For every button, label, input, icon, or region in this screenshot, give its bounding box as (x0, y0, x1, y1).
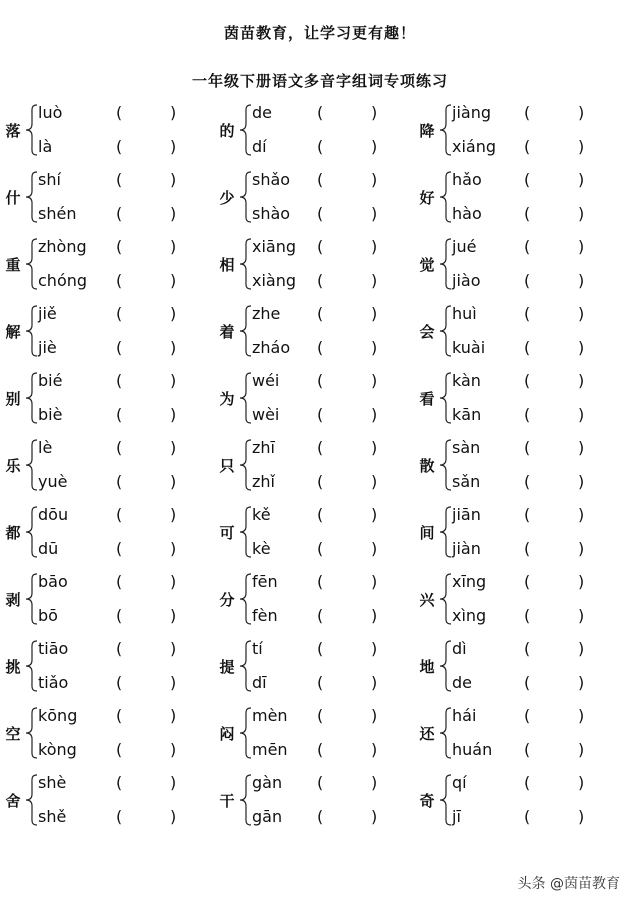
pinyin-reading: kè (252, 539, 271, 558)
answer-paren-open: ( (524, 773, 531, 792)
pinyin-reading: bō (38, 606, 58, 625)
answer-paren-close: ) (170, 338, 177, 357)
answer-paren-close: ) (170, 204, 177, 223)
polyphonic-character: 会 (419, 323, 435, 341)
exercise-entry (214, 97, 414, 164)
polyphonic-character: 别 (5, 390, 21, 408)
answer-paren-open: ( (524, 807, 531, 826)
pinyin-reading: xiáng (452, 137, 497, 156)
answer-paren-close: ) (578, 438, 585, 457)
pinyin-reading: yuè (38, 472, 68, 491)
pinyin-reading: xiàng (252, 271, 297, 290)
answer-paren-open: ( (116, 673, 123, 692)
answer-paren-close: ) (578, 807, 585, 826)
answer-paren-close: ) (170, 572, 177, 591)
pinyin-reading: dōu (38, 505, 69, 524)
answer-paren-open: ( (116, 405, 123, 424)
answer-paren-open: ( (116, 740, 123, 759)
answer-paren-open: ( (116, 505, 123, 524)
answer-paren-open: ( (524, 338, 531, 357)
answer-paren-open: ( (116, 606, 123, 625)
pinyin-reading: là (38, 137, 53, 156)
pinyin-reading: kòng (38, 740, 77, 759)
exercise-entry (214, 164, 414, 231)
answer-paren-open: ( (524, 371, 531, 390)
answer-paren-open: ( (524, 539, 531, 558)
exercise-entry (214, 432, 414, 499)
answer-paren-open: ( (317, 505, 324, 524)
answer-paren-close: ) (578, 606, 585, 625)
pinyin-reading: sǎn (452, 472, 481, 491)
exercise-entry (214, 633, 414, 700)
exercise-entry (214, 499, 414, 566)
pinyin-reading: fēn (252, 572, 278, 591)
answer-paren-close: ) (371, 773, 378, 792)
exercise-grid (0, 97, 640, 834)
answer-paren-close: ) (170, 103, 177, 122)
answer-paren-open: ( (116, 170, 123, 189)
pinyin-reading: tí (252, 639, 263, 658)
exercise-entry (214, 566, 414, 633)
exercise-entry (414, 298, 640, 365)
pinyin-reading: dū (38, 539, 59, 558)
answer-paren-close: ) (371, 673, 378, 692)
answer-paren-close: ) (371, 237, 378, 256)
pinyin-reading: hào (452, 204, 482, 223)
pinyin-reading: dì (452, 639, 467, 658)
pinyin-reading: jué (452, 237, 477, 256)
exercise-entry (414, 231, 640, 298)
polyphonic-character: 散 (419, 457, 435, 475)
pinyin-reading: shí (38, 170, 61, 189)
polyphonic-character: 的 (219, 122, 235, 140)
pinyin-reading: biè (38, 405, 63, 424)
pinyin-reading: hǎo (452, 170, 482, 189)
answer-paren-open: ( (116, 338, 123, 357)
answer-paren-open: ( (317, 338, 324, 357)
answer-paren-close: ) (371, 740, 378, 759)
pinyin-reading: kàn (452, 371, 481, 390)
polyphonic-character: 重 (5, 256, 21, 274)
worksheet-title: 一年级下册语文多音字组词专项练习 (191, 72, 448, 90)
pinyin-reading: bāo (38, 572, 68, 591)
exercise-entry (414, 432, 640, 499)
pinyin-reading: kě (252, 505, 271, 524)
pinyin-reading: hái (452, 706, 477, 725)
answer-paren-open: ( (116, 706, 123, 725)
polyphonic-character: 解 (5, 323, 21, 341)
answer-paren-open: ( (317, 639, 324, 658)
answer-paren-open: ( (317, 606, 324, 625)
pinyin-reading: shě (38, 807, 67, 826)
answer-paren-close: ) (371, 338, 378, 357)
answer-paren-open: ( (524, 673, 531, 692)
answer-paren-open: ( (116, 237, 123, 256)
pinyin-reading: xīng (452, 572, 487, 591)
pinyin-reading: shè (38, 773, 67, 792)
polyphonic-character: 落 (5, 122, 21, 140)
answer-paren-close: ) (170, 807, 177, 826)
pinyin-reading: dī (252, 673, 267, 692)
answer-paren-open: ( (116, 472, 123, 491)
exercise-entry (214, 231, 414, 298)
answer-paren-close: ) (578, 673, 585, 692)
exercise-entry (414, 499, 640, 566)
answer-paren-open: ( (524, 505, 531, 524)
answer-paren-open: ( (524, 639, 531, 658)
answer-paren-close: ) (578, 338, 585, 357)
polyphonic-character: 相 (219, 256, 235, 274)
pinyin-reading: zhe (252, 304, 281, 323)
answer-paren-open: ( (317, 170, 324, 189)
answer-paren-open: ( (317, 740, 324, 759)
polyphonic-character: 着 (219, 323, 235, 341)
answer-paren-close: ) (371, 271, 378, 290)
polyphonic-character: 闷 (219, 725, 235, 743)
pinyin-reading: jī (452, 807, 461, 826)
answer-paren-open: ( (524, 572, 531, 591)
polyphonic-character: 空 (5, 725, 21, 743)
polyphonic-character: 舍 (5, 792, 21, 810)
answer-paren-close: ) (578, 304, 585, 323)
answer-paren-close: ) (578, 137, 585, 156)
answer-paren-open: ( (317, 706, 324, 725)
polyphonic-character: 看 (419, 390, 435, 408)
exercise-entry (214, 767, 414, 834)
exercise-entry (414, 365, 640, 432)
answer-paren-close: ) (170, 271, 177, 290)
answer-paren-open: ( (524, 271, 531, 290)
exercise-entry (0, 700, 214, 767)
answer-paren-close: ) (170, 673, 177, 692)
answer-paren-close: ) (170, 606, 177, 625)
answer-paren-open: ( (116, 807, 123, 826)
answer-paren-open: ( (116, 204, 123, 223)
answer-paren-close: ) (170, 371, 177, 390)
pinyin-reading: luò (38, 103, 63, 122)
pinyin-reading: wéi (252, 371, 280, 390)
answer-paren-close: ) (170, 304, 177, 323)
answer-paren-open: ( (524, 170, 531, 189)
answer-paren-close: ) (578, 271, 585, 290)
answer-paren-open: ( (524, 740, 531, 759)
pinyin-reading: gàn (252, 773, 283, 792)
answer-paren-open: ( (317, 137, 324, 156)
answer-paren-close: ) (578, 639, 585, 658)
polyphonic-character: 什 (5, 189, 21, 207)
answer-paren-close: ) (170, 137, 177, 156)
exercise-entry (414, 566, 640, 633)
answer-paren-open: ( (524, 304, 531, 323)
polyphonic-character: 降 (419, 122, 435, 140)
answer-paren-open: ( (116, 304, 123, 323)
pinyin-reading: tiāo (38, 639, 69, 658)
pinyin-reading: huán (452, 740, 493, 759)
answer-paren-close: ) (578, 572, 585, 591)
polyphonic-character: 剥 (5, 591, 21, 609)
polyphonic-character: 还 (419, 725, 435, 743)
answer-paren-close: ) (371, 170, 378, 189)
answer-paren-open: ( (116, 271, 123, 290)
answer-paren-close: ) (371, 807, 378, 826)
answer-paren-open: ( (317, 539, 324, 558)
answer-paren-close: ) (170, 170, 177, 189)
answer-paren-close: ) (371, 304, 378, 323)
pinyin-reading: shào (252, 204, 291, 223)
answer-paren-close: ) (578, 539, 585, 558)
polyphonic-character: 少 (219, 189, 235, 207)
answer-paren-close: ) (371, 204, 378, 223)
answer-paren-close: ) (170, 773, 177, 792)
answer-paren-open: ( (524, 103, 531, 122)
answer-paren-close: ) (371, 103, 378, 122)
pinyin-reading: jiào (452, 271, 481, 290)
pinyin-reading: mēn (252, 740, 288, 759)
exercise-entry (414, 97, 640, 164)
answer-paren-open: ( (317, 673, 324, 692)
pinyin-reading: jiān (452, 505, 481, 524)
answer-paren-open: ( (524, 405, 531, 424)
exercise-entry (0, 97, 214, 164)
answer-paren-close: ) (371, 572, 378, 591)
polyphonic-character: 乐 (5, 457, 21, 475)
pinyin-reading: qí (452, 773, 467, 792)
pinyin-reading: xìng (452, 606, 487, 625)
answer-paren-open: ( (317, 405, 324, 424)
answer-paren-open: ( (524, 438, 531, 457)
answer-paren-close: ) (578, 505, 585, 524)
answer-paren-open: ( (116, 371, 123, 390)
polyphonic-character: 挑 (5, 658, 21, 676)
answer-paren-close: ) (578, 204, 585, 223)
answer-paren-close: ) (371, 606, 378, 625)
page-header: 茵苗教育，让学习更有趣！ (223, 24, 416, 42)
polyphonic-character: 间 (419, 524, 435, 542)
answer-paren-open: ( (317, 237, 324, 256)
exercise-entry (214, 365, 414, 432)
pinyin-reading: xiāng (252, 237, 297, 256)
exercise-entry (0, 633, 214, 700)
exercise-entry (214, 700, 414, 767)
answer-paren-open: ( (317, 472, 324, 491)
answer-paren-open: ( (317, 271, 324, 290)
answer-paren-close: ) (371, 472, 378, 491)
answer-paren-open: ( (524, 204, 531, 223)
answer-paren-open: ( (317, 807, 324, 826)
polyphonic-character: 地 (419, 658, 435, 676)
answer-paren-close: ) (371, 137, 378, 156)
pinyin-reading: zhǐ (252, 472, 275, 491)
answer-paren-close: ) (371, 639, 378, 658)
pinyin-reading: jiàn (452, 539, 481, 558)
pinyin-reading: shén (38, 204, 77, 223)
pinyin-reading: zhòng (38, 237, 87, 256)
pinyin-reading: tiǎo (38, 673, 69, 692)
pinyin-reading: shǎo (252, 170, 291, 189)
exercise-entry (0, 298, 214, 365)
answer-paren-open: ( (116, 438, 123, 457)
pinyin-reading: sàn (452, 438, 481, 457)
answer-paren-close: ) (170, 405, 177, 424)
answer-paren-close: ) (371, 539, 378, 558)
pinyin-reading: de (452, 673, 472, 692)
answer-paren-open: ( (317, 438, 324, 457)
polyphonic-character: 提 (219, 658, 235, 676)
polyphonic-character: 奇 (419, 792, 435, 810)
answer-paren-close: ) (170, 237, 177, 256)
pinyin-reading: mèn (252, 706, 288, 725)
exercise-entry (0, 164, 214, 231)
answer-paren-close: ) (371, 405, 378, 424)
answer-paren-close: ) (170, 438, 177, 457)
polyphonic-character: 觉 (419, 256, 435, 274)
pinyin-reading: de (252, 103, 272, 122)
answer-paren-close: ) (578, 405, 585, 424)
answer-paren-close: ) (578, 740, 585, 759)
polyphonic-character: 为 (219, 390, 235, 408)
answer-paren-close: ) (170, 505, 177, 524)
answer-paren-close: ) (170, 740, 177, 759)
pinyin-reading: jiè (38, 338, 57, 357)
answer-paren-close: ) (578, 170, 585, 189)
answer-paren-open: ( (317, 304, 324, 323)
polyphonic-character: 都 (5, 524, 21, 542)
exercise-entry (0, 432, 214, 499)
pinyin-reading: lè (38, 438, 53, 457)
answer-paren-close: ) (371, 438, 378, 457)
answer-paren-close: ) (170, 539, 177, 558)
answer-paren-open: ( (317, 773, 324, 792)
pinyin-reading: kuài (452, 338, 486, 357)
answer-paren-close: ) (170, 472, 177, 491)
answer-paren-close: ) (578, 371, 585, 390)
answer-paren-close: ) (371, 371, 378, 390)
polyphonic-character: 分 (219, 591, 235, 609)
answer-paren-close: ) (578, 706, 585, 725)
answer-paren-close: ) (170, 706, 177, 725)
answer-paren-open: ( (317, 204, 324, 223)
pinyin-reading: jiě (38, 304, 57, 323)
exercise-entry (414, 633, 640, 700)
pinyin-reading: zhī (252, 438, 275, 457)
answer-paren-open: ( (116, 572, 123, 591)
answer-paren-close: ) (578, 472, 585, 491)
pinyin-reading: jiàng (452, 103, 491, 122)
answer-paren-open: ( (317, 572, 324, 591)
polyphonic-character: 可 (219, 524, 235, 542)
polyphonic-character: 只 (219, 457, 235, 475)
exercise-entry (414, 164, 640, 231)
pinyin-reading: dí (252, 137, 267, 156)
exercise-entry (0, 767, 214, 834)
answer-paren-open: ( (524, 606, 531, 625)
polyphonic-character: 兴 (419, 591, 435, 609)
answer-paren-close: ) (578, 237, 585, 256)
pinyin-reading: wèi (252, 405, 280, 424)
answer-paren-close: ) (578, 773, 585, 792)
answer-paren-open: ( (116, 137, 123, 156)
answer-paren-open: ( (116, 773, 123, 792)
answer-paren-open: ( (524, 472, 531, 491)
answer-paren-open: ( (116, 639, 123, 658)
answer-paren-close: ) (371, 505, 378, 524)
answer-paren-close: ) (170, 639, 177, 658)
pinyin-reading: huì (452, 304, 477, 323)
exercise-entry (0, 499, 214, 566)
watermark: 头条 @茵苗教育 (517, 876, 620, 892)
answer-paren-open: ( (116, 103, 123, 122)
exercise-entry (0, 566, 214, 633)
answer-paren-open: ( (524, 237, 531, 256)
answer-paren-open: ( (524, 706, 531, 725)
pinyin-reading: kān (452, 405, 482, 424)
answer-paren-open: ( (317, 103, 324, 122)
exercise-entry (414, 767, 640, 834)
pinyin-reading: bié (38, 371, 63, 390)
pinyin-reading: gān (252, 807, 283, 826)
pinyin-reading: chóng (38, 271, 88, 290)
answer-paren-open: ( (317, 371, 324, 390)
answer-paren-close: ) (371, 706, 378, 725)
pinyin-reading: zháo (252, 338, 291, 357)
answer-paren-open: ( (116, 539, 123, 558)
answer-paren-open: ( (524, 137, 531, 156)
pinyin-reading: kōng (38, 706, 78, 725)
polyphonic-character: 好 (419, 189, 435, 207)
exercise-entry (0, 231, 214, 298)
answer-paren-close: ) (578, 103, 585, 122)
exercise-entry (0, 365, 214, 432)
pinyin-reading: fèn (252, 606, 278, 625)
exercise-entry (414, 700, 640, 767)
exercise-entry (214, 298, 414, 365)
polyphonic-character: 干 (219, 792, 235, 810)
